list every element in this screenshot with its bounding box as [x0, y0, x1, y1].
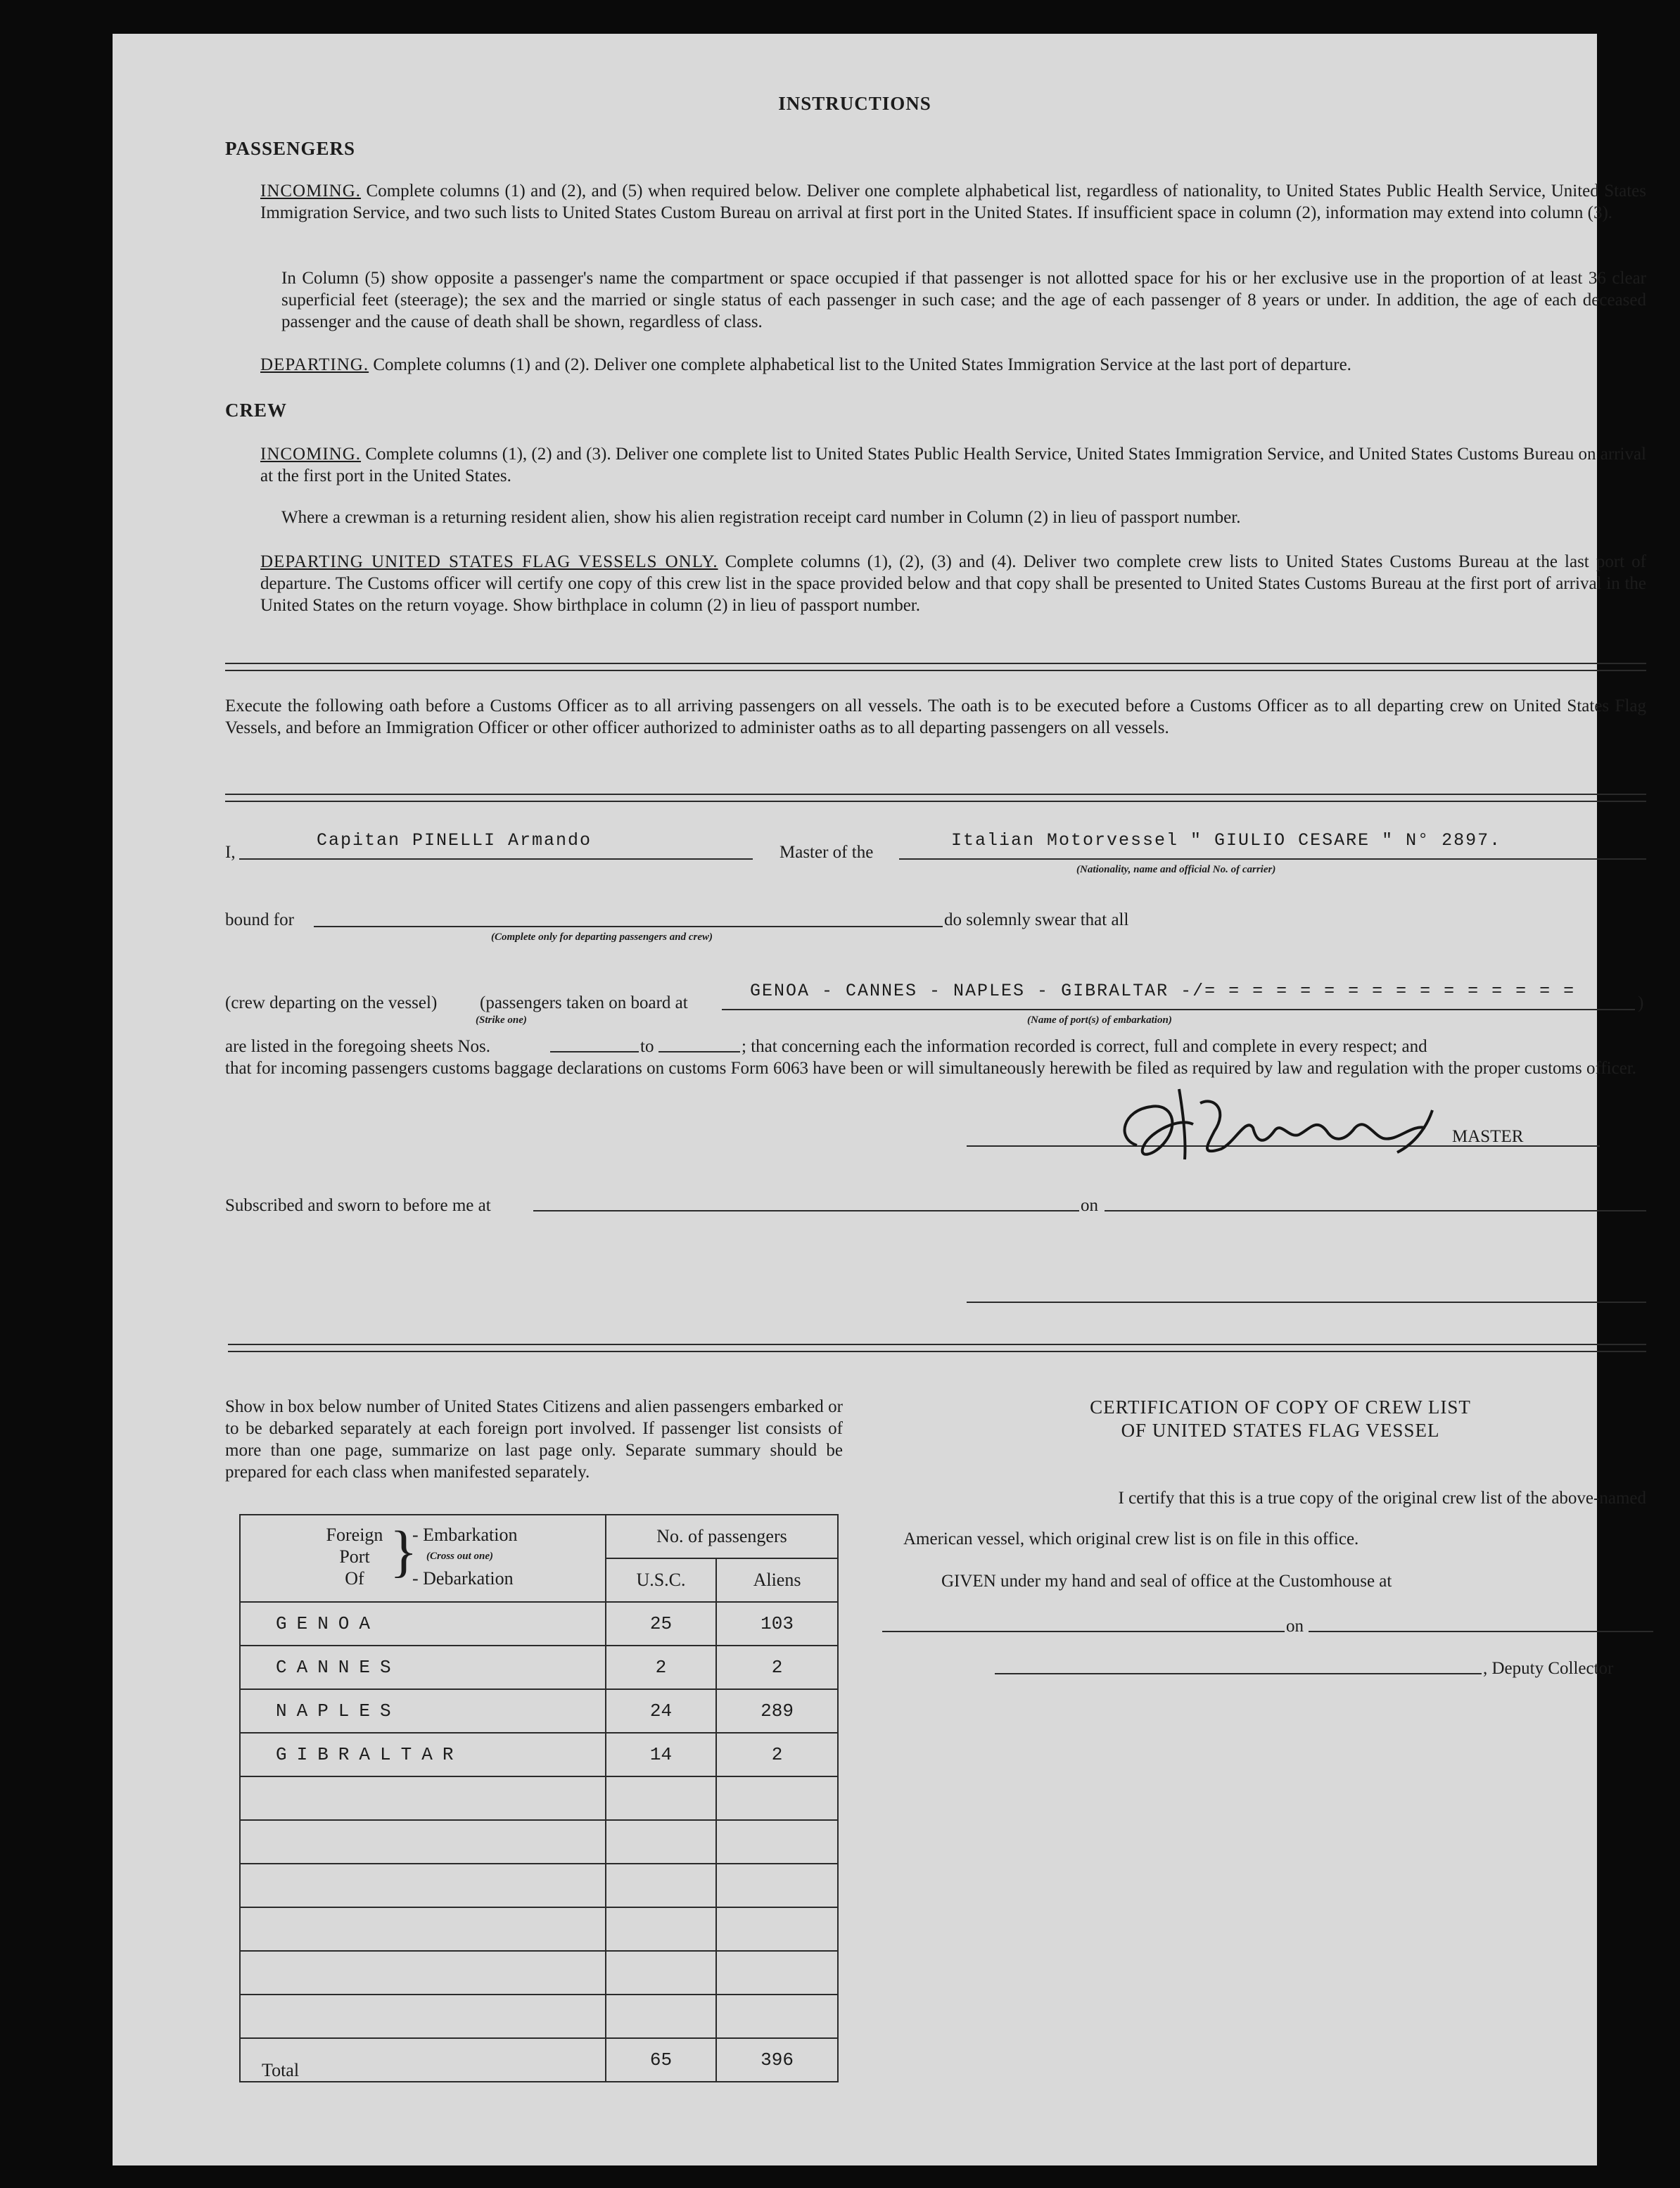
master-label: MASTER: [1452, 1127, 1524, 1146]
aliens-cell: 289: [716, 1689, 838, 1733]
ports-caption: (Name of port(s) of embarkation): [1027, 1015, 1172, 1026]
total-label: Total: [240, 2038, 606, 2082]
vessel-caption: (Nationality, name and official No. of carrier): [1076, 864, 1276, 875]
port-cell: CANNES: [240, 1646, 606, 1689]
swear-label: do solemnly swear that all: [944, 910, 1129, 929]
passengers-departing-label: DEPARTING.: [260, 355, 369, 374]
flag-vessels-text: Complete columns (1), (2), (3) and (4). Deliver two complete crew lists to United States Customs Bureau at the last port of departure. The Customs officer will certify one copy of this crew list in the space provided below and that copy shall be presented to United States Customs Bureau at the first port of arrival in the United States on the return voyage. Show birthplace in column (2) in lieu of passport number.: [260, 552, 1647, 615]
sheets-from-line: [550, 1051, 639, 1052]
officer-signature-line: [967, 1302, 1646, 1303]
table-header-row: [240, 1515, 838, 1558]
header-embarkation: - Embarkation: [412, 1525, 518, 1545]
correctness-text: ; that concerning each the information recorded is correct, full and complete in every respect; and: [742, 1037, 1427, 1056]
sheets-to-line: [658, 1051, 740, 1052]
passengers-departing-text: Complete columns (1) and (2). Deliver one complete alphabetical list to the United States Immigration Service at the last port of departure.: [373, 355, 1351, 374]
table-row: [240, 1646, 838, 1689]
passenger-summary-table: [239, 1514, 839, 2082]
passengers-departing-paragraph: [260, 354, 1646, 376]
close-paren: ): [1638, 993, 1644, 1012]
empty-row: [240, 1820, 838, 1864]
port-cell: NAPLES: [240, 1689, 606, 1733]
total-usc: 65: [606, 2038, 716, 2082]
subscribed-on-label: on: [1081, 1196, 1098, 1215]
usc-cell: 25: [606, 1602, 716, 1646]
form-page: [113, 34, 1647, 2165]
certify-line-2: American vessel, which original crew list is on file in this office.: [903, 1529, 1359, 1548]
port-cell: GIBRALTAR: [240, 1733, 606, 1776]
header-foreign: Foreign: [326, 1525, 383, 1545]
certify-line-3: GIVEN under my hand and seal of office at the Customhouse at: [941, 1572, 1392, 1591]
total-row: [240, 2038, 838, 2082]
ports-line: [722, 1009, 1635, 1010]
deputy-collector-line: [995, 1673, 1482, 1674]
passengers-incoming-text: Complete columns (1) and (2), and (5) when required below. Deliver one complete alphabetical list, regardless of nationality, to United States Public Health Service, United States Immigration Service, and two such lists to United States Custom Bureau on arrival at first port in the United States. If insufficient space in column (2), information may extend into column (3).: [260, 182, 1646, 222]
crew-departing-option: (crew departing on the vessel): [225, 993, 438, 1012]
empty-row: [240, 1951, 838, 1995]
summary-instructions: Show in box below number of United States Citizens and alien passengers embarked or to be debarked separately at each foreign port involved. If passenger list consists of more than one page, summarize on last page only. Separate summary should be prepared for each class when manifested separately.: [225, 1397, 843, 1482]
port-cell: GENOA: [240, 1602, 606, 1646]
resident-alien-paragraph: Where a crewman is a returning resident alien, show his alien registration receipt card number in Column (2) in lieu of passport number.: [281, 508, 1241, 527]
customhouse-line: [882, 1631, 1285, 1632]
passengers-count-header: No. of passengers: [606, 1515, 838, 1558]
certification-title-line-2: OF UNITED STATES FLAG VESSEL: [1121, 1420, 1440, 1441]
strike-caption: (Strike one): [476, 1015, 527, 1026]
passengers-incoming-paragraph: [260, 180, 1646, 224]
table-row: [240, 1602, 838, 1646]
crew-incoming-paragraph: [260, 443, 1646, 487]
flag-vessels-label: DEPARTING UNITED STATES FLAG VESSELS ONLY.: [260, 552, 718, 571]
vessel-line: [899, 858, 1646, 860]
passengers-incoming-label: INCOMING.: [260, 182, 362, 201]
crew-incoming-text: Complete columns (1), (2) and (3). Deliver one complete list to United States Public Health Service, United States Immigration Service, and United States Customs Bureau on arrival at the first port in the United States.: [260, 445, 1646, 485]
bound-for-label: bound for: [225, 910, 294, 929]
sheets-to-label: to: [640, 1037, 654, 1056]
master-of-label: Master of the: [779, 843, 874, 862]
certification-title: [964, 1396, 1597, 1442]
aliens-cell: 2: [716, 1733, 838, 1776]
brace: }: [390, 1519, 418, 1583]
flag-vessels-paragraph: [260, 551, 1646, 616]
total-aliens: 396: [716, 2038, 838, 2082]
oath-instructions: Execute the following oath before a Customs Officer as to all arriving passengers on all vessels. The oath is to be executed before a Customs Officer as to all departing crew on United States Flag Vessels, and before an Immigration Officer or other officer authorized to administer oaths as to all departing passengers on all vessels.: [225, 697, 1646, 737]
page-title: INSTRUCTIONS: [778, 93, 931, 114]
header-debarkation: - Debarkation: [412, 1568, 514, 1589]
table-row: [240, 1689, 838, 1733]
divider: [225, 794, 1646, 802]
port-header-cell: [240, 1515, 606, 1602]
aliens-header: Aliens: [716, 1558, 838, 1602]
bound-for-line: [314, 926, 943, 927]
usc-header: U.S.C.: [606, 1558, 716, 1602]
header-cross-out: (Cross out one): [426, 1551, 494, 1562]
subscribed-date-line: [1105, 1210, 1646, 1211]
vessel-value: Italian Motorvessel " GIULIO CESARE " N° 2897.: [951, 830, 1502, 851]
subscribed-location-line: [533, 1210, 1079, 1211]
deputy-collector-label: , Deputy Collector: [1483, 1659, 1614, 1678]
baggage-declaration-text: that for incoming passengers customs baggage declarations on customs Form 6063 have been or will simultaneously herewith be filed as required by law and regulation with the proper customs officer.: [225, 1059, 1636, 1078]
divider: [228, 1344, 1646, 1352]
passengers-heading: PASSENGERS: [225, 138, 356, 159]
certify-on-label: on: [1286, 1617, 1304, 1636]
usc-cell: 24: [606, 1689, 716, 1733]
certify-date-line: [1309, 1631, 1653, 1632]
crew-incoming-label: INCOMING.: [260, 445, 362, 464]
usc-cell: 2: [606, 1646, 716, 1689]
subscribed-label: Subscribed and sworn to before me at: [225, 1196, 491, 1215]
oath-i-label: I,: [225, 843, 236, 862]
header-port: Port: [339, 1546, 370, 1567]
master-name-value: Capitan PINELLI Armando: [317, 830, 592, 851]
empty-row: [240, 1907, 838, 1951]
header-of: Of: [345, 1568, 364, 1589]
empty-row: [240, 1995, 838, 2038]
aliens-cell: 103: [716, 1602, 838, 1646]
sheets-label: are listed in the foregoing sheets Nos.: [225, 1037, 490, 1056]
bound-for-caption: (Complete only for departing passengers and crew): [491, 931, 713, 943]
passengers-taken-option: (passengers taken on board at: [480, 993, 688, 1012]
aliens-cell: 2: [716, 1646, 838, 1689]
table-row: [240, 1733, 838, 1776]
certify-line-1: I certify that this is a true copy of the original crew list of the above-named: [1118, 1489, 1646, 1508]
crew-heading: CREW: [225, 400, 288, 421]
master-name-line: [239, 858, 753, 860]
empty-row: [240, 1864, 838, 1907]
column5-paragraph: In Column (5) show opposite a passenger's name the compartment or space occupied if that passenger is not allotted space for his or her exclusive use in the proportion of at least 36 clear superficial feet (steerage); the sex and the married or single status of each passenger in such case; and the age of each passenger of 8 years or under. In addition, the age of each deceased passenger and the cause of death shall be shown, regardless of class.: [281, 269, 1646, 331]
divider: [225, 663, 1646, 671]
usc-cell: 14: [606, 1733, 716, 1776]
ports-value: GENOA - CANNES - NAPLES - GIBRALTAR -/= = = = = = = = = = = = = = = =: [750, 981, 1576, 1001]
master-signature: [1095, 1075, 1461, 1181]
certification-title-line-1: CERTIFICATION OF COPY OF CREW LIST: [1090, 1397, 1471, 1418]
empty-row: [240, 1776, 838, 1820]
